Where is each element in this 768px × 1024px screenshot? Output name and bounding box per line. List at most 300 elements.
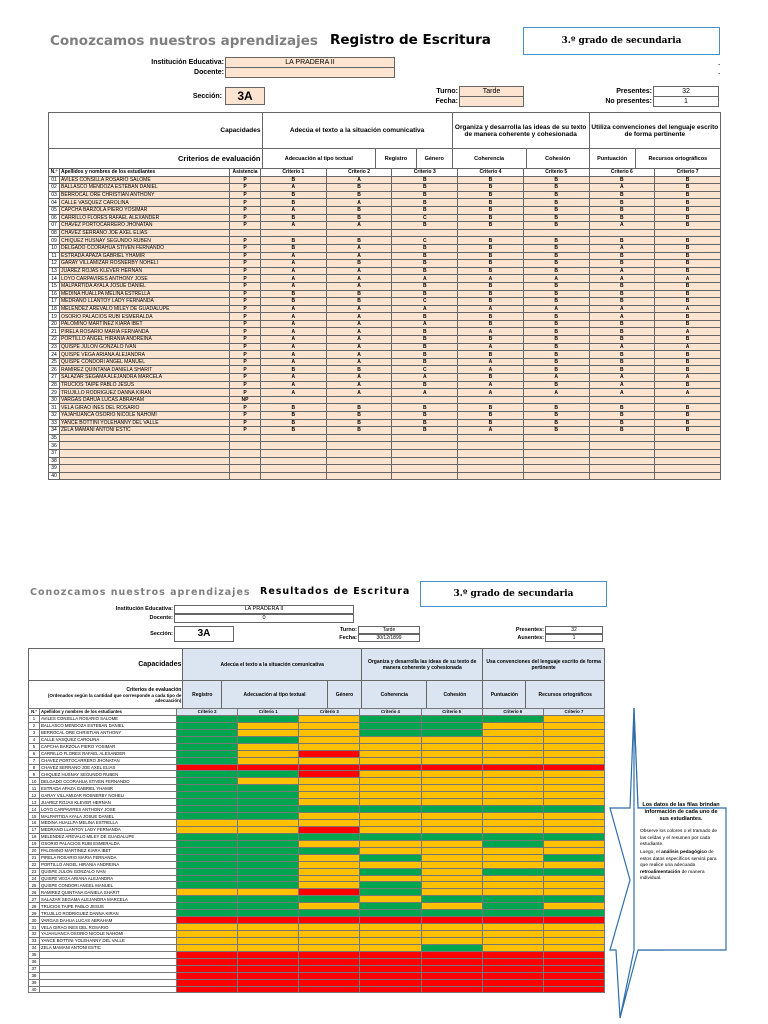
criterion-cell[interactable]: B (392, 252, 458, 260)
criterion-cell[interactable]: A (326, 328, 392, 336)
attendance-cell[interactable]: P (230, 320, 261, 328)
criterion-cell[interactable]: B (392, 404, 458, 412)
row-number[interactable]: 33 (49, 419, 60, 427)
attendance-cell[interactable]: P (230, 290, 261, 298)
criterion-cell[interactable]: A (261, 381, 327, 389)
criterion-cell[interactable]: B (655, 222, 721, 230)
attendance-cell[interactable]: P (230, 260, 261, 268)
criterion-cell[interactable]: A (589, 305, 655, 313)
criterion-cell[interactable]: B (326, 412, 392, 420)
student-name[interactable]: CAPCHA BARZOLA PIERO YOSIMAR (60, 206, 230, 214)
criterion-cell[interactable]: B (589, 206, 655, 214)
attendance-cell[interactable]: P (230, 313, 261, 321)
criterion-cell[interactable]: B (655, 237, 721, 245)
criterion-cell[interactable]: B (458, 404, 524, 412)
student-name[interactable]: CHIQUEZ HUSNAY SEGUNDO RUBEN (60, 237, 230, 245)
criterion-cell[interactable]: A (589, 374, 655, 382)
criterion-cell[interactable] (326, 465, 392, 473)
criterion-cell[interactable]: B (326, 260, 392, 268)
student-name[interactable]: MEDINA HUALLPA MELINA ESTRELLA (60, 290, 230, 298)
criterion-cell[interactable]: B (326, 290, 392, 298)
criterion-cell[interactable]: A (261, 184, 327, 192)
criterion-cell[interactable]: B (458, 176, 524, 184)
criterion-cell[interactable]: B (326, 419, 392, 427)
criterion-cell[interactable] (655, 449, 721, 457)
criterion-cell[interactable] (589, 396, 655, 404)
criterion-cell[interactable] (589, 449, 655, 457)
criterion-cell[interactable]: A (261, 336, 327, 344)
row-number[interactable]: 29 (49, 389, 60, 397)
row-number[interactable]: 30 (49, 396, 60, 404)
student-name[interactable]: ESTRADA APAZA GABRIEL YHAMIR (60, 252, 230, 260)
attendance-cell[interactable]: P (230, 427, 261, 435)
criterion-cell[interactable] (589, 434, 655, 442)
criterion-cell[interactable]: B (589, 328, 655, 336)
criterion-cell[interactable] (326, 472, 392, 480)
row-number[interactable]: 04 (49, 199, 60, 207)
row-number[interactable]: 23 (49, 343, 60, 351)
attendance-cell[interactable]: P (230, 214, 261, 222)
row-number[interactable]: 15 (49, 282, 60, 290)
row-number[interactable]: 08 (49, 229, 60, 237)
criterion-cell[interactable]: B (589, 412, 655, 420)
criterion-cell[interactable] (523, 434, 589, 442)
criterion-cell[interactable]: B (392, 358, 458, 366)
row-number[interactable]: 28 (49, 381, 60, 389)
top-inst-field[interactable]: LA PRADERA II (225, 57, 395, 68)
attendance-cell[interactable] (230, 229, 261, 237)
criterion-cell[interactable]: B (589, 336, 655, 344)
row-number[interactable]: 18 (49, 305, 60, 313)
criterion-cell[interactable]: B (523, 184, 589, 192)
criterion-cell[interactable]: A (523, 389, 589, 397)
attendance-cell[interactable]: P (230, 366, 261, 374)
criterion-cell[interactable] (261, 449, 327, 457)
attendance-cell[interactable]: P (230, 389, 261, 397)
criterion-cell[interactable]: B (261, 419, 327, 427)
criterion-cell[interactable]: B (655, 427, 721, 435)
criterion-cell[interactable] (261, 396, 327, 404)
criterion-cell[interactable] (523, 472, 589, 480)
criterion-cell[interactable]: B (392, 191, 458, 199)
criterion-cell[interactable]: B (655, 381, 721, 389)
criterion-cell[interactable]: B (458, 336, 524, 344)
criterion-cell[interactable]: A (458, 366, 524, 374)
criterion-cell[interactable]: B (589, 214, 655, 222)
row-number[interactable]: 10 (49, 244, 60, 252)
criterion-cell[interactable] (458, 229, 524, 237)
criterion-cell[interactable]: B (523, 427, 589, 435)
attendance-cell[interactable]: P (230, 191, 261, 199)
criterion-cell[interactable]: B (261, 214, 327, 222)
criterion-cell[interactable]: A (655, 374, 721, 382)
row-number[interactable]: 09 (49, 237, 60, 245)
criterion-cell[interactable]: B (589, 260, 655, 268)
criterion-cell[interactable]: B (458, 214, 524, 222)
attendance-cell[interactable]: P (230, 351, 261, 359)
criterion-cell[interactable]: A (261, 282, 327, 290)
criterion-cell[interactable]: B (589, 427, 655, 435)
criterion-cell[interactable]: B (655, 358, 721, 366)
criterion-cell[interactable]: A (261, 260, 327, 268)
criterion-cell[interactable]: A (589, 222, 655, 230)
student-name[interactable]: PALOMINO MARTINEZ KIARA IBET (60, 320, 230, 328)
criterion-cell[interactable] (655, 465, 721, 473)
criterion-cell[interactable]: B (392, 176, 458, 184)
criterion-cell[interactable]: B (392, 343, 458, 351)
criterion-cell[interactable]: B (523, 214, 589, 222)
criterion-cell[interactable]: A (458, 381, 524, 389)
criterion-cell[interactable]: B (261, 404, 327, 412)
criterion-cell[interactable]: B (655, 351, 721, 359)
student-name[interactable]: TRUJILLO RODRIGUEZ DANNA KIRAN (60, 389, 230, 397)
criterion-cell[interactable] (326, 396, 392, 404)
row-number[interactable]: 37 (49, 449, 60, 457)
criterion-cell[interactable]: B (458, 374, 524, 382)
criterion-cell[interactable]: A (655, 389, 721, 397)
row-number[interactable]: 21 (49, 328, 60, 336)
criterion-cell[interactable]: B (261, 298, 327, 306)
criterion-cell[interactable]: B (458, 206, 524, 214)
criterion-cell[interactable]: A (458, 305, 524, 313)
row-number[interactable]: 05 (49, 206, 60, 214)
criterion-cell[interactable]: A (326, 381, 392, 389)
top-date-field[interactable] (459, 96, 524, 107)
criterion-cell[interactable] (655, 472, 721, 480)
criterion-cell[interactable]: B (589, 191, 655, 199)
criterion-cell[interactable]: B (655, 412, 721, 420)
student-name[interactable]: DELGADO CCORAHUA STIVEN FERNANDO (60, 244, 230, 252)
attendance-cell[interactable]: P (230, 282, 261, 290)
criterion-cell[interactable] (326, 449, 392, 457)
criterion-cell[interactable] (523, 457, 589, 465)
student-name[interactable] (60, 457, 230, 465)
row-number[interactable]: 25 (49, 358, 60, 366)
criterion-cell[interactable]: A (326, 374, 392, 382)
criterion-cell[interactable]: B (458, 313, 524, 321)
criterion-cell[interactable]: A (326, 222, 392, 230)
attendance-cell[interactable]: P (230, 222, 261, 230)
criterion-cell[interactable]: B (655, 313, 721, 321)
criterion-cell[interactable] (458, 472, 524, 480)
student-name[interactable]: CARRILLO FLORES RAFAEL ALEXANDER (60, 214, 230, 222)
criterion-cell[interactable]: A (655, 343, 721, 351)
criterion-cell[interactable]: A (326, 199, 392, 207)
criterion-cell[interactable]: B (589, 237, 655, 245)
criterion-cell[interactable] (655, 229, 721, 237)
criterion-cell[interactable]: A (326, 313, 392, 321)
criterion-cell[interactable]: A (392, 374, 458, 382)
student-name[interactable] (60, 434, 230, 442)
row-number[interactable]: 27 (49, 374, 60, 382)
criterion-cell[interactable] (261, 434, 327, 442)
criterion-cell[interactable]: B (523, 199, 589, 207)
criterion-cell[interactable]: B (392, 260, 458, 268)
student-name[interactable]: AVILES CONSILLA ROSARIO SALOME (60, 176, 230, 184)
student-name[interactable] (60, 472, 230, 480)
criterion-cell[interactable]: C (392, 214, 458, 222)
criterion-cell[interactable]: A (326, 336, 392, 344)
criterion-cell[interactable]: A (458, 343, 524, 351)
student-name[interactable]: TRUCIOS TAIPE PABLO JESUS (60, 381, 230, 389)
row-number[interactable]: 16 (49, 290, 60, 298)
criterion-cell[interactable]: B (655, 260, 721, 268)
criterion-cell[interactable]: B (589, 419, 655, 427)
student-name[interactable]: CHAVEZ SERRANO JOE AXEL ELIAS (60, 229, 230, 237)
criterion-cell[interactable]: A (261, 389, 327, 397)
criterion-cell[interactable]: A (261, 358, 327, 366)
criterion-cell[interactable] (523, 449, 589, 457)
attendance-cell[interactable] (230, 442, 261, 450)
criterion-cell[interactable]: B (523, 381, 589, 389)
row-number[interactable]: 01 (49, 176, 60, 184)
criterion-cell[interactable]: B (655, 206, 721, 214)
criterion-cell[interactable]: B (589, 176, 655, 184)
criterion-cell[interactable] (392, 472, 458, 480)
criterion-cell[interactable]: A (392, 275, 458, 283)
criterion-cell[interactable] (261, 457, 327, 465)
criterion-cell[interactable]: B (392, 328, 458, 336)
criterion-cell[interactable]: B (458, 320, 524, 328)
criterion-cell[interactable]: B (655, 282, 721, 290)
criterion-cell[interactable] (261, 442, 327, 450)
criterion-cell[interactable]: B (392, 336, 458, 344)
criterion-cell[interactable] (523, 229, 589, 237)
criterion-cell[interactable]: B (261, 176, 327, 184)
row-number[interactable]: 36 (49, 442, 60, 450)
criterion-cell[interactable] (458, 434, 524, 442)
criterion-cell[interactable]: B (655, 320, 721, 328)
criterion-cell[interactable]: B (655, 298, 721, 306)
criterion-cell[interactable]: B (261, 237, 327, 245)
criterion-cell[interactable]: A (458, 358, 524, 366)
attendance-cell[interactable]: P (230, 343, 261, 351)
criterion-cell[interactable]: B (589, 199, 655, 207)
criterion-cell[interactable]: B (523, 176, 589, 184)
criterion-cell[interactable]: B (589, 282, 655, 290)
criterion-cell[interactable] (523, 442, 589, 450)
criterion-cell[interactable]: B (326, 366, 392, 374)
attendance-cell[interactable]: P (230, 328, 261, 336)
criterion-cell[interactable]: B (523, 244, 589, 252)
row-number[interactable]: 02 (49, 184, 60, 192)
student-name[interactable]: PORTILLO ANGEL HIRANIA ANDREINA (60, 336, 230, 344)
criterion-cell[interactable]: B (523, 298, 589, 306)
criterion-cell[interactable]: A (589, 381, 655, 389)
criterion-cell[interactable] (326, 457, 392, 465)
criterion-cell[interactable]: A (326, 351, 392, 359)
criterion-cell[interactable]: B (523, 419, 589, 427)
criterion-cell[interactable]: A (261, 351, 327, 359)
criterion-cell[interactable] (326, 442, 392, 450)
criterion-cell[interactable]: B (458, 412, 524, 420)
attendance-cell[interactable]: P (230, 199, 261, 207)
criterion-cell[interactable] (458, 449, 524, 457)
attendance-cell[interactable]: P (230, 358, 261, 366)
criterion-cell[interactable]: B (523, 404, 589, 412)
criterion-cell[interactable]: B (261, 366, 327, 374)
student-name[interactable]: YANCE BOTTINI YOLEHANNY DEL VALLE (60, 419, 230, 427)
criterion-cell[interactable]: B (589, 290, 655, 298)
criterion-cell[interactable] (392, 442, 458, 450)
row-number[interactable]: 20 (49, 320, 60, 328)
row-number[interactable]: 24 (49, 351, 60, 359)
criterion-cell[interactable]: B (392, 412, 458, 420)
row-number[interactable]: 38 (49, 457, 60, 465)
row-number[interactable]: 26 (49, 366, 60, 374)
attendance-cell[interactable]: P (230, 336, 261, 344)
criterion-cell[interactable]: A (326, 343, 392, 351)
criterion-cell[interactable]: B (655, 184, 721, 192)
criterion-cell[interactable]: B (589, 320, 655, 328)
attendance-cell[interactable]: P (230, 176, 261, 184)
criterion-cell[interactable]: A (589, 184, 655, 192)
criterion-cell[interactable]: A (261, 275, 327, 283)
criterion-cell[interactable] (261, 472, 327, 480)
row-number[interactable]: 40 (49, 472, 60, 480)
criterion-cell[interactable]: A (261, 252, 327, 260)
criterion-cell[interactable]: C (392, 237, 458, 245)
criterion-cell[interactable]: B (655, 199, 721, 207)
criterion-cell[interactable] (392, 434, 458, 442)
criterion-cell[interactable]: B (458, 244, 524, 252)
criterion-cell[interactable]: B (523, 328, 589, 336)
criterion-cell[interactable]: B (523, 237, 589, 245)
student-name[interactable]: BALLASCO MENDOZA ESTEBAN DANIEL (60, 184, 230, 192)
criterion-cell[interactable]: B (523, 191, 589, 199)
criterion-cell[interactable] (392, 457, 458, 465)
criterion-cell[interactable]: A (326, 320, 392, 328)
student-name[interactable]: VARGAS DAHUA LUCAS ABRAHAM (60, 396, 230, 404)
attendance-cell[interactable]: P (230, 184, 261, 192)
criterion-cell[interactable]: A (326, 282, 392, 290)
attendance-cell[interactable] (230, 465, 261, 473)
attendance-cell[interactable]: P (230, 404, 261, 412)
student-name[interactable] (60, 449, 230, 457)
criterion-cell[interactable]: A (589, 275, 655, 283)
criterion-cell[interactable]: B (655, 336, 721, 344)
attendance-cell[interactable] (230, 434, 261, 442)
criterion-cell[interactable]: B (458, 298, 524, 306)
criterion-cell[interactable]: A (458, 427, 524, 435)
criterion-cell[interactable]: A (326, 267, 392, 275)
criterion-cell[interactable]: A (589, 267, 655, 275)
attendance-cell[interactable]: P (230, 305, 261, 313)
criterion-cell[interactable]: B (392, 290, 458, 298)
criterion-cell[interactable] (458, 396, 524, 404)
criterion-cell[interactable] (655, 396, 721, 404)
criterion-cell[interactable] (326, 434, 392, 442)
criterion-cell[interactable]: B (458, 282, 524, 290)
criterion-cell[interactable]: A (458, 389, 524, 397)
attendance-cell[interactable] (230, 449, 261, 457)
criterion-cell[interactable]: B (523, 320, 589, 328)
student-name[interactable]: RAMIREZ QUINTANA DANIELA SHARIT (60, 366, 230, 374)
criterion-cell[interactable]: B (392, 222, 458, 230)
attendance-cell[interactable]: P (230, 374, 261, 382)
criterion-cell[interactable]: B (392, 206, 458, 214)
criterion-cell[interactable]: B (523, 412, 589, 420)
criterion-cell[interactable]: A (326, 389, 392, 397)
criterion-cell[interactable]: B (523, 351, 589, 359)
row-number[interactable]: 06 (49, 214, 60, 222)
student-name[interactable]: MEDRANO LLANTOY LADY FERNANDA (60, 298, 230, 306)
criterion-cell[interactable]: B (655, 366, 721, 374)
criterion-cell[interactable]: A (261, 343, 327, 351)
student-name[interactable]: ZELA MAMANI ANTONI ESTIC (60, 427, 230, 435)
criterion-cell[interactable]: A (523, 305, 589, 313)
criterion-cell[interactable]: A (392, 320, 458, 328)
criterion-cell[interactable]: A (261, 206, 327, 214)
criterion-cell[interactable]: A (261, 320, 327, 328)
attendance-cell[interactable]: P (230, 244, 261, 252)
row-number[interactable]: 07 (49, 222, 60, 230)
criterion-cell[interactable]: B (655, 244, 721, 252)
criterion-cell[interactable]: B (261, 244, 327, 252)
criterion-cell[interactable] (392, 396, 458, 404)
criterion-cell[interactable]: B (392, 199, 458, 207)
criterion-cell[interactable]: B (392, 427, 458, 435)
criterion-cell[interactable]: B (458, 290, 524, 298)
criterion-cell[interactable]: B (392, 184, 458, 192)
criterion-cell[interactable]: B (392, 419, 458, 427)
criterion-cell[interactable]: B (523, 358, 589, 366)
criterion-cell[interactable]: B (261, 290, 327, 298)
criterion-cell[interactable]: B (326, 404, 392, 412)
criterion-cell[interactable] (392, 449, 458, 457)
criterion-cell[interactable]: A (326, 244, 392, 252)
row-number[interactable]: 12 (49, 260, 60, 268)
criterion-cell[interactable]: B (523, 343, 589, 351)
criterion-cell[interactable]: A (392, 389, 458, 397)
attendance-cell[interactable]: NP (230, 396, 261, 404)
criterion-cell[interactable] (655, 442, 721, 450)
attendance-cell[interactable] (230, 472, 261, 480)
attendance-cell[interactable]: P (230, 237, 261, 245)
criterion-cell[interactable]: B (392, 381, 458, 389)
criterion-cell[interactable]: A (261, 267, 327, 275)
criterion-cell[interactable]: B (458, 267, 524, 275)
criterion-cell[interactable]: A (326, 176, 392, 184)
criterion-cell[interactable]: A (655, 275, 721, 283)
criterion-cell[interactable] (523, 465, 589, 473)
student-name[interactable]: QUISPE VEGA ARIANA ALEJANDRA (60, 351, 230, 359)
top-turn-field[interactable]: Tarde (459, 86, 524, 97)
criterion-cell[interactable]: A (589, 313, 655, 321)
criterion-cell[interactable]: B (392, 351, 458, 359)
attendance-cell[interactable]: P (230, 275, 261, 283)
criterion-cell[interactable] (589, 465, 655, 473)
row-number[interactable]: 31 (49, 404, 60, 412)
row-number[interactable]: 32 (49, 412, 60, 420)
criterion-cell[interactable]: A (326, 358, 392, 366)
criterion-cell[interactable]: B (458, 184, 524, 192)
criterion-cell[interactable]: B (326, 184, 392, 192)
criterion-cell[interactable]: B (589, 298, 655, 306)
criterion-cell[interactable] (458, 465, 524, 473)
top-teacher-field[interactable] (225, 67, 395, 78)
student-name[interactable] (60, 442, 230, 450)
criterion-cell[interactable]: B (458, 191, 524, 199)
criterion-cell[interactable]: B (458, 237, 524, 245)
criterion-cell[interactable]: B (589, 358, 655, 366)
criterion-cell[interactable]: B (326, 206, 392, 214)
criterion-cell[interactable]: B (392, 282, 458, 290)
criterion-cell[interactable]: B (458, 252, 524, 260)
criterion-cell[interactable]: B (589, 366, 655, 374)
criterion-cell[interactable]: B (523, 222, 589, 230)
criterion-cell[interactable]: A (261, 313, 327, 321)
